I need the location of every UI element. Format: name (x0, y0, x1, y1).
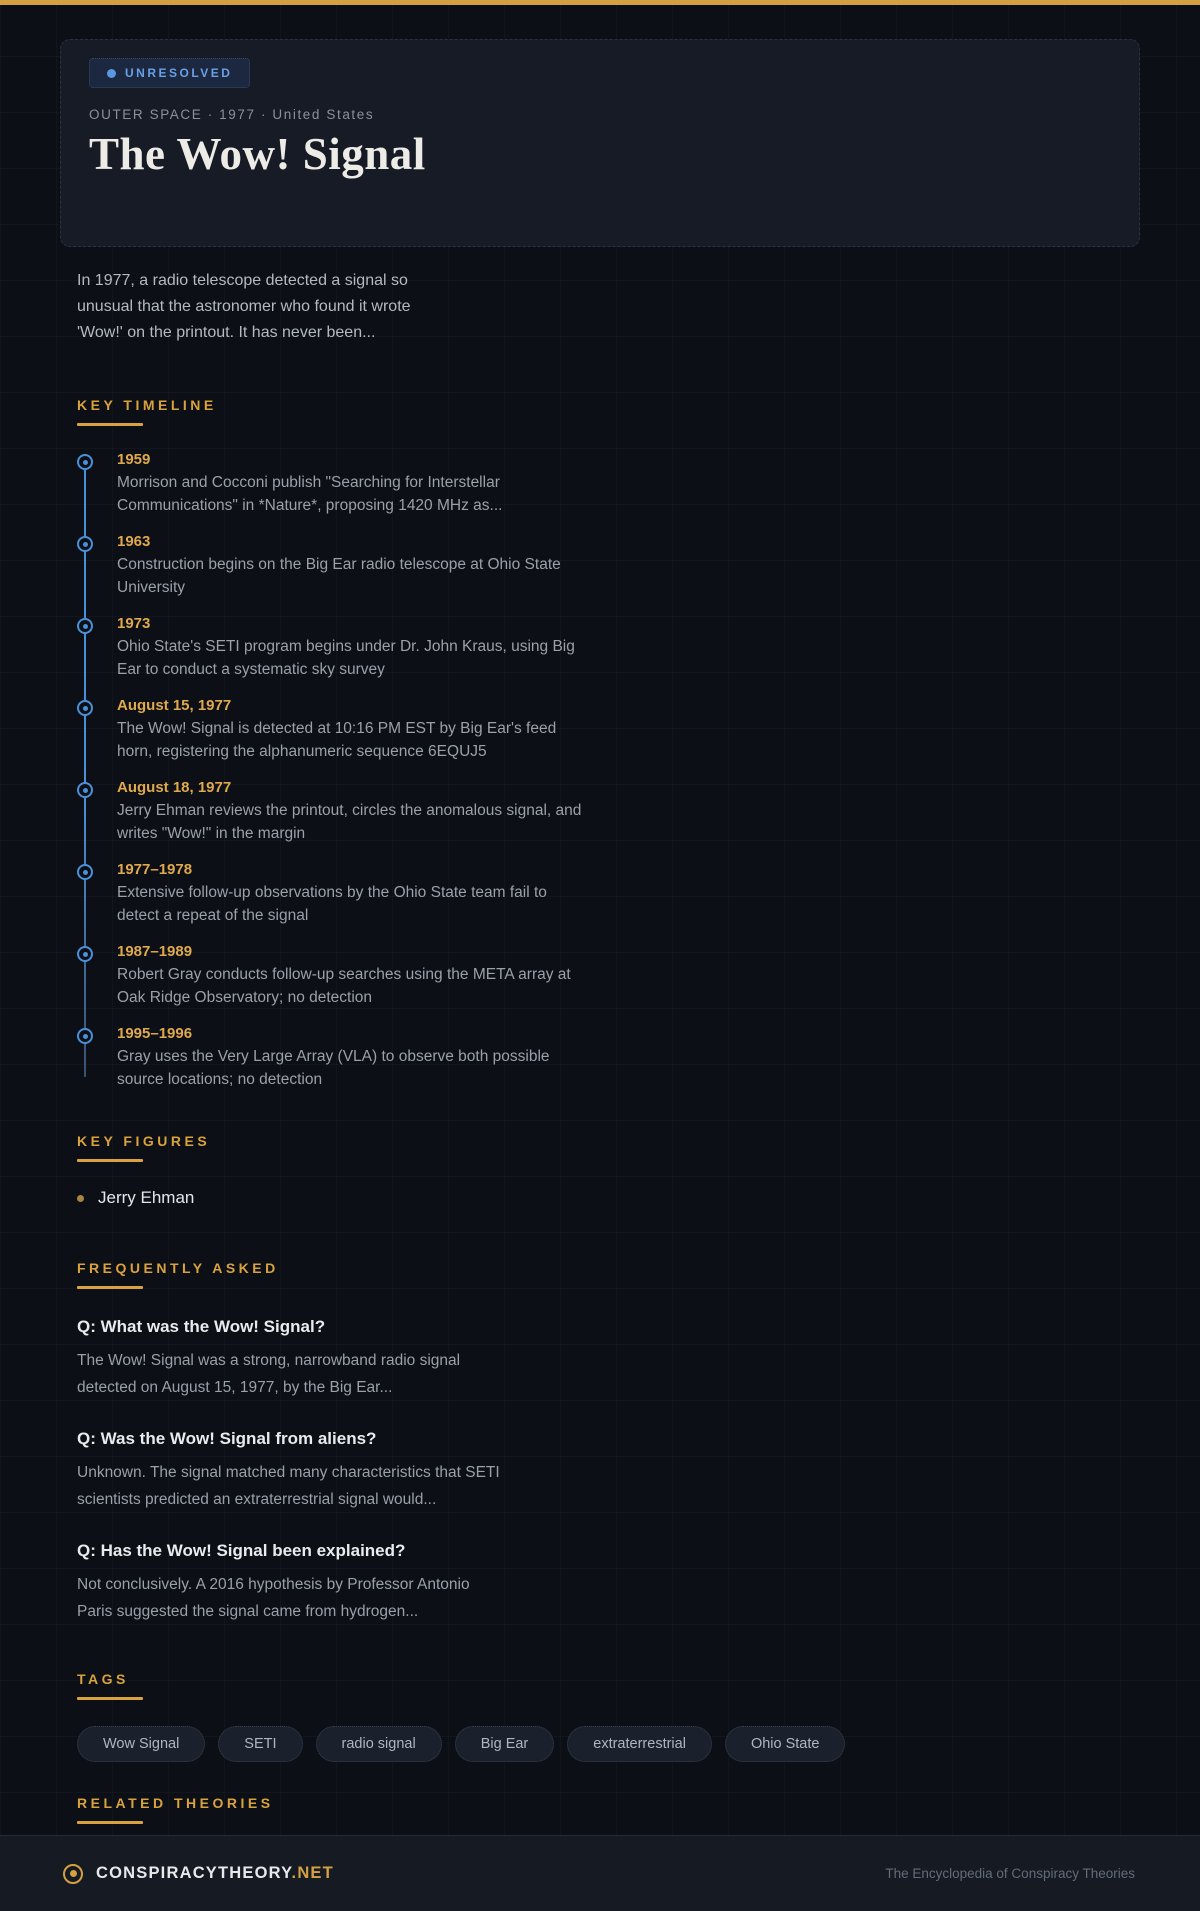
timeline-text: Robert Gray conducts follow-up searches using the META array at Oak Ridge Observatory; no detection (117, 966, 571, 1006)
timeline-node-icon (77, 454, 93, 470)
timeline-date: August 18, 1977 (117, 779, 232, 796)
timeline-text: Extensive follow-up observations by the Ohio State team fail to detect a repeat of the signal (117, 884, 547, 924)
timeline-item (117, 697, 1123, 763)
tag-pill[interactable]: extraterrestrial (567, 1726, 712, 1762)
timeline-date: 1987–1989 (117, 943, 193, 960)
timeline-date: 1959 (117, 451, 151, 468)
timeline-text: Morrison and Cocconi publish "Searching for Interstellar Communications" in *Nature*, proposing 1420 MHz as... (117, 474, 503, 514)
footer (0, 1835, 1200, 1911)
related-section-heading: RELATED THEORIES (77, 1795, 1123, 1824)
brand-tld: .NET (291, 1864, 334, 1882)
figure-list-item (77, 1188, 1123, 1208)
timeline-node-icon (77, 864, 93, 880)
tag-pill[interactable]: Ohio State (725, 1726, 846, 1762)
status-dot-icon (107, 69, 116, 78)
faq-answer: The Wow! Signal was a strong, narrowband radio signal detected on August 15, 1977, by the Big Ear... (77, 1352, 461, 1396)
hero-card (60, 39, 1140, 247)
faq-section-heading: FREQUENTLY ASKED (77, 1260, 1123, 1289)
footer-tagline: The Encyclopedia of Conspiracy Theories (885, 1866, 1135, 1881)
timeline (77, 451, 1123, 1091)
brand-main: CONSPIRACYTHEORY (96, 1864, 292, 1882)
bullet-icon (77, 1195, 84, 1202)
timeline-date: 1977–1978 (117, 861, 193, 878)
intro-text: In 1977, a radio telescope detected a signal so unusual that the astronomer who found it wrote 'Wow!' on the printout. It has never been... (77, 272, 411, 341)
timeline-item (117, 1025, 1123, 1091)
tag-pill[interactable]: Big Ear (455, 1726, 555, 1762)
footer-brand-text (96, 1864, 334, 1883)
timeline-item (117, 779, 1123, 845)
timeline-text: Construction begins on the Big Ear radio telescope at Ohio State University (117, 556, 561, 596)
faq-item (77, 1429, 1123, 1513)
timeline-node-icon (77, 618, 93, 634)
figure-name: Jerry Ehman (98, 1188, 195, 1207)
faq-item (77, 1541, 1123, 1625)
tag-pill[interactable]: Wow Signal (77, 1726, 205, 1762)
tags-row (77, 1726, 1123, 1762)
eye-icon (63, 1864, 83, 1884)
status-badge-label: UNRESOLVED (125, 66, 233, 80)
timeline-node-icon (77, 782, 93, 798)
timeline-item (117, 615, 1123, 681)
timeline-text: Ohio State's SETI program begins under Dr. John Kraus, using Big Ear to conduct a systematic sky survey (117, 638, 575, 678)
tag-pill[interactable]: radio signal (316, 1726, 442, 1762)
timeline-text: Gray uses the Very Large Array (VLA) to observe both possible source locations; no detection (117, 1048, 550, 1088)
faq-answer: Unknown. The signal matched many characteristics that SETI scientists predicted an extraterrestrial signal would... (77, 1464, 500, 1508)
timeline-date: 1995–1996 (117, 1025, 193, 1042)
accent-top-bar (0, 0, 1200, 5)
timeline-text: The Wow! Signal is detected at 10:16 PM EST by Big Ear's feed horn, registering the alphanumeric sequence 6EQUJ5 (117, 720, 557, 760)
main-content (60, 268, 1140, 1911)
figures-section-heading: KEY FIGURES (77, 1133, 1123, 1162)
faq-item (77, 1317, 1123, 1401)
timeline-node-icon (77, 700, 93, 716)
faq-question: Q: Has the Wow! Signal been explained? (77, 1541, 406, 1560)
timeline-date: 1973 (117, 615, 151, 632)
breadcrumb: OUTER SPACE · 1977 · United States (89, 107, 375, 122)
footer-brand[interactable] (63, 1864, 334, 1884)
timeline-node-icon (77, 946, 93, 962)
tag-pill[interactable]: SETI (218, 1726, 302, 1762)
status-badge (89, 58, 250, 88)
timeline-item (117, 533, 1123, 599)
tags-section-heading: TAGS (77, 1671, 1123, 1700)
timeline-item (117, 451, 1123, 517)
faq-answer: Not conclusively. A 2016 hypothesis by Professor Antonio Paris suggested the signal came from hydrogen... (77, 1576, 470, 1620)
timeline-node-icon (77, 536, 93, 552)
faq-question: Q: What was the Wow! Signal? (77, 1317, 326, 1336)
timeline-item (117, 861, 1123, 927)
timeline-date: 1963 (117, 533, 151, 550)
faq-question: Q: Was the Wow! Signal from aliens? (77, 1429, 377, 1448)
timeline-item (117, 943, 1123, 1009)
timeline-section-heading: KEY TIMELINE (77, 397, 1123, 426)
timeline-date: August 15, 1977 (117, 697, 232, 714)
page-title: The Wow! Signal (89, 129, 426, 179)
timeline-node-icon (77, 1028, 93, 1044)
timeline-text: Jerry Ehman reviews the printout, circles the anomalous signal, and writes "Wow!" in the margin (117, 802, 582, 842)
